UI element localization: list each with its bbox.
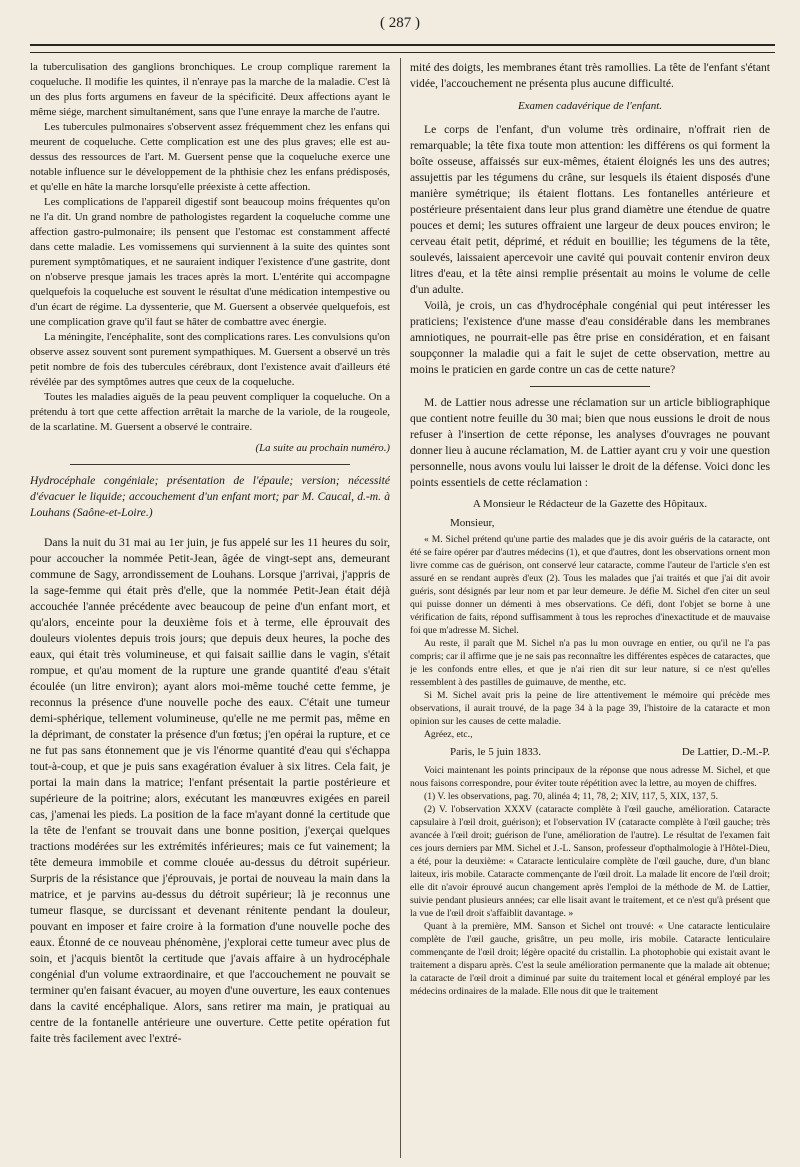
section-divider-right xyxy=(530,386,650,387)
page-number: ( 287 ) xyxy=(380,15,420,31)
reclamation-intro: M. de Lattier nous adresse une réclamation sur un article bibliographique que contient notre feuille du 30 mai; bien que nous eussions le droit de nous refuser à l'insertion de cette réponse, les analyses d'ouvrages ne pouvant donner lieu à aucune réclamation, M. de Lattier ayant cru y voir une question personnelle, nous avons voulu lui laisser le droit de la défense. Voici donc les points essentiels de cette réclamation : xyxy=(410,396,770,489)
section-heading: Examen cadavérique de l'enfant. xyxy=(517,100,663,112)
right-column xyxy=(410,60,770,1160)
letter-closing: Agréez, etc., xyxy=(424,729,473,740)
notes-intro: Voici maintenant les points principaux de la réponse que nous adresse M. Sichel, et que nous faisons correspondre, pour éviter toute répétition avec la lettre, au moyen de chiffres. xyxy=(410,765,770,789)
continued-note: (La suite au prochain numéro.) xyxy=(255,442,390,454)
left-paragraph-2: Les tubercules pulmonaires s'observent assez fréquemment chez les enfans qui meurent de coqueluche. Cette complication est une des plus graves; elle est au-dessus des ressources de l'art. M. Guersent pense que la coqueluche exerce une notable influence sur le développement de la phthisie chez les enfans prédisposés, et qu'elle en hâte la marche lorsqu'elle préexiste à cette affection. xyxy=(30,121,390,193)
letter-heading: A Monsieur le Rédacteur de la Gazette des Hôpitaux. xyxy=(472,498,708,510)
signature-row xyxy=(410,745,770,760)
signer-name: De Lattier, D.-M.-P. xyxy=(681,746,770,758)
article-title: Hydrocéphale congéniale; présentation de l'épaule; version; nécessité d'évacuer le liquide; accouchement d'un enfant mort; par M. Caucal, d.-m. à Louhans (Saône-et-Loire.) xyxy=(30,474,390,519)
letter-paragraph-1: « M. Sichel prétend qu'une partie des malades que je dis avoir guéris de la cataracte, ont été se faire opérer par d'autres médecins (1), et que d'autres, dont les observations ornent mon livre comme cas de guérison, ont conservé leur cataracte, comme l'auteur de l'article s'en est assuré en se rendant auprès d'eux (2). Tous les malades que j'ai traités et que j'ai dit avoir guéris, sont désignés par leur nom et par leur demeure. Je défie M. Sichel d'en citer un seul qui puisse donner un démenti à mes observations. Ce défi, dont l'objet se borne à une vérification de faits, répond suffisamment à tous les reproches d'inexactitude et de mauvaise foi que m'adresse M. Sichel. xyxy=(410,534,770,636)
letter-paragraph-3: Si M. Sichel avait pris la peine de lire attentivement le mémoire qui précède mes observations, il aurait trouvé, de la page 34 à la page 39, l'histoire de la cataracte et mon opinion sur les causes de cette maladie. xyxy=(410,690,770,727)
left-paragraph-1: la tuberculisation des ganglions bronchiques. Le croup complique rarement la coqueluche. Il modifie les quintes, il n'enraye pas la marche de la maladie. C'est là un des plus forts argumens en faveur de la spécificité. Deux affections ayant le même siége, marchent simultanément, sans que l'une enraye la marche de l'autre. xyxy=(30,61,390,118)
place-date: Paris, le 5 juin 1833. xyxy=(450,746,542,758)
footnote-3: Quant à la première, MM. Sanson et Sichel ont trouvé: « Une cataracte lenticulaire complète de l'œil gauche, grisâtre, un peu molle, iris mobile. Cataracte lenticulaire commençante de l'œil droit; légère opacité du cristallin. La photophobie qui existait avant le traitement a disparu après. C'est la seule amélioration permanente que la malade ait obtenue; la cataracte de l'œil droit a diminué par suite du traitement local et général employé par les médecins ordinaires de la malade. Elle nous dit que le traitement xyxy=(410,921,770,997)
header-rule xyxy=(30,44,775,53)
footnote-2: (2) V. l'observation XXXV (cataracte complète à l'œil gauche, amélioration. Cataracte capsulaire à l'œil droit, guérison); et l'observation IV (cataracte complète à l'œil gauche; très avancée à l'œil droit; guérison de l'une, amélioration de l'autre). Le résultat de l'examen fait ces jours derniers par MM. Sichel et J.-L. Sanson, professeur d'opthalmologie à l'Hôtel-Dieu, a été, pour la deuxième: « Cataracte lenticulaire complète de l'œil gauche, dure, d'un blanc laiteux, iris mobile. Cataracte commençante de l'œil droit. La malade lit encore de l'œil droit; elle dit n'avoir éprouvé aucun changement après l'emploi de la méthode de M. de Lattier, suivie pendant plusieurs années; car elle lisait avant le traitement, et ce n'est qu'à présent que la vue de l'œil droit s'affaiblit davantage. » xyxy=(410,804,770,919)
left-paragraph-3: Les complications de l'appareil digestif sont beaucoup moins fréquentes qu'on ne l'a dit. Un grand nombre de pathologistes regardent la coqueluche comme une affection gastro-pulmonaire; ils pensent que l'estomac est constamment affecté dans cette maladie. Les vomissemens qui surviennent à la suite des quintes sont purement symptômatiques, et ne sauraient indiquer l'existence d'une gastrite, dont on n'observe presque jamais les traces après la mort. L'entérite qui accompagne quelquefois la coqueluche est souvent le résultat d'une médication intempestive ou d'un écart de régime. La dyssenterie, que M. Guersent a observée quelquefois, est une complication grave qu'il faut se hâter de combattre avec énergie. xyxy=(30,196,390,328)
right-paragraph-2: Voilà, je crois, un cas d'hydrocéphale congénial qui peut intéresser les praticiens; l'existence d'une masse d'eau considérable dans les membranes amniotiques, ne pourrait-elle pas être prise en considération, et en faisant soupçonner la maladie qui a fait le sujet de cette observation, mettre au moins le praticien en garde contre un cas de cette nature? xyxy=(410,299,770,376)
right-paragraph-1: Le corps de l'enfant, d'un volume très ordinaire, n'offrait rien de remarquable; la tête fixa toute mon attention: les différens os qui forment la boîte osseuse, affaissés sur eux-mêmes, étaient éloignés les uns des autres; assujettis par les tégumens du crâne, sur lesquels ils étaient disposés d'une manière symétrique; ils étaient flottans. Les fontanelles antérieure et postérieure présentaient dans leur plus grand diamètre une étendue de quatre pouces et demi; les sutures offraient une largeur de deux pouces environ; le cerveau était petit, déprimé, et réduit en bouillie; les tégumens de la tête, soulevés, laissaient apercevoir une cavité qui pouvait contenir environ deux litres d'eau, et la tête ainsi remplie présentait au moins le volume de celle d'un adulte. xyxy=(410,123,770,296)
section-divider xyxy=(70,464,350,465)
left-paragraph-5: Toutes les maladies aiguës de la peau peuvent compliquer la coqueluche. On a prétendu à tort que cette affection arrêtait la marche de la variole, de la rougeole, de la scarlatine. M. Guersent a observé le contraire. xyxy=(30,391,390,433)
left-column xyxy=(30,60,390,1160)
right-lead-paragraph: mité des doigts, les membranes étant très ramollies. La tête de l'enfant s'étant vidée, l'accouchement ne présenta plus aucune difficulté. xyxy=(410,61,770,90)
left-paragraph-4: La méningite, l'encéphalite, sont des complications rares. Les convulsions qu'on observe assez souvent sont purement sympathiques. M. Guersent a observé un très petit nombre de fois des tubercules cérébraux, dont l'existence avait d'ailleurs été révélée par des symptômes autres que ceux de la coqueluche. xyxy=(30,331,390,388)
column-divider xyxy=(400,58,401,1158)
letter-paragraph-2: Au reste, il paraît que M. Sichel n'a pas lu mon ouvrage en entier, ou qu'il ne l'a pas compris; car il affirme que je ne sais pas reconnaître les différentes espèces de cataractes, que je les confonds entre elles, et que je n'ai rien dit sur leur nature, si ce n'est qu'elles ressemblent à des pastilles de guimauve, de menthe, etc. xyxy=(410,638,770,688)
letter-salutation: Monsieur, xyxy=(450,517,495,529)
article-paragraph-1: Dans la nuit du 31 mai au 1er juin, je fus appelé sur les 11 heures du soir, pour accoucher la nommée Petit-Jean, âgée de vingt-sept ans, demeurant commune de Sagy, arrondissement de Louhans. Lorsque j'arrivai, j'appris de la sage-femme qui était près d'elle, que la nommée Petit-Jean était déjà accouchée l'année précédente avec beaucoup de peine d'un enfant mort, et qu'alors, enceinte pour la deuxième fois et à terme, elle éprouvait des douleurs violentes depuis trois jours; que depuis deux heures, la poche des eaux, qui était très volumineuse, et qui faisait saillie dans le vagin, s'était rompue, et qu'au moment de la rupture une grande quantité d'eau s'était écoulée (un litre environ); ayant alors moi-même touché cette femme, je reconnus la présence d'une nouvelle poche des eaux. C'était une tumeur demi-sphérique, tellement volumineuse, qu'elle ne me permit pas, même en la déprimant, de constater la présence d'un fœtus; j'en opérai la rupture, et ce ne fut pas sans étonnement que je vis l'énorme quantité d'eau qui s'échappa tout-à-coup, et que je puis sans exagération évaluer à six litres. Cela fait, je portai la main dans la matrice; l'enfant présentait la partie postérieure et supérieure de la poitrine; alors, exécutant les manœuvres exigées en pareil cas, j'amenai les pieds. La position de la face m'ayant donné la certitude que la tête de l'enfant se trouvait dans une bonne position, j'exerçai quelques tractions modérées sur les extrémités inférieures; mais ce fut vainement; la tête demeura immobile et comme clouée au-dessus du détroit supérieur. Surpris de la résistance que j'éprouvais, je portai de nouveau la main dans la matrice, et je parvins au-dessus du détroit supérieur; là je reconnus une tumeur flasque, se durcissant et devenant rénitente pendant la douleur, pouvant en imposer et faire croire à la formation d'une nouvelle poche des eaux. Étonné de ce nouveau phénomène, j'explorai cette tumeur avec plus de soin, et j'acquis bientôt la certitude que j'avais affaire à un hydrocéphale congénial d'un volume extraordinaire, et que l'accouchement ne pouvait se terminer qu'en faisant évacuer, au moyen d'une ouverture, les eaux contenues dans la cavité encéphalique. Alors, sans retirer ma main, je pratiquai au centre de la fontanelle antérieure une ouverture. Cette petite opération fut faite très facilement avec l'extré- xyxy=(30,536,390,1045)
footnote-1: (1) V. les observations, pag. 70, alinéa 4; 11, 78, 2; XIV, 117, 5, XIX, 137, 5. xyxy=(424,791,718,802)
